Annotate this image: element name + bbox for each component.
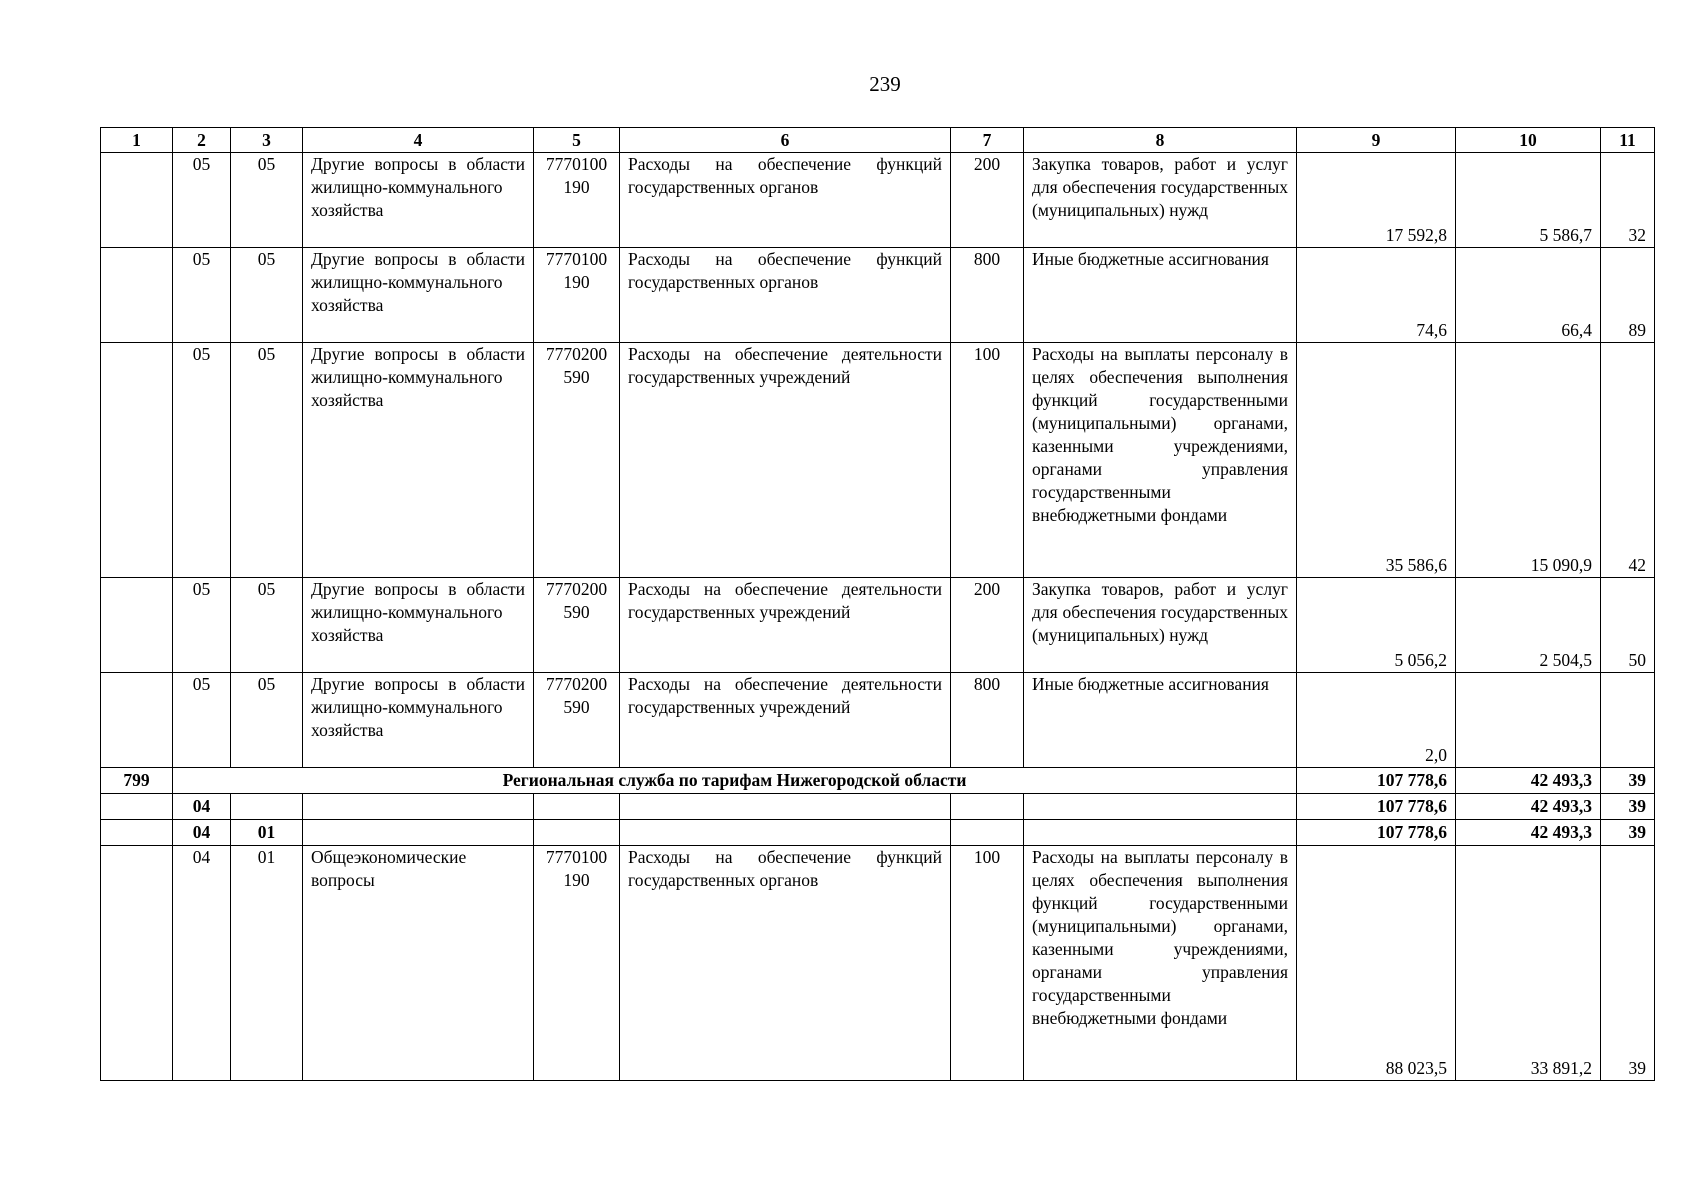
cell-percent [1601, 673, 1655, 768]
cell-percent: 89 [1601, 248, 1655, 343]
cell-target-code: 7770100190 [534, 846, 620, 1081]
cell-target-code: 7770200590 [534, 578, 620, 673]
table-row [101, 846, 1655, 1081]
cell-subsection-name [303, 794, 534, 820]
cell-section: 05 [173, 248, 231, 343]
cell-expense-type-name: Иные бюджетные ассигнования [1024, 673, 1297, 768]
cell-actual: 2 504,5 [1456, 578, 1601, 673]
cell-actual: 42 493,3 [1456, 768, 1601, 794]
cell-percent: 39 [1601, 820, 1655, 846]
cell-subsection [231, 794, 303, 820]
cell-expense-type-name [1024, 820, 1297, 846]
cell-target-name: Расходы на обеспечение деятельности государственных учреждений [620, 343, 951, 578]
cell-target-code: 7770200590 [534, 343, 620, 578]
cell-percent: 42 [1601, 343, 1655, 578]
table-row [101, 153, 1655, 248]
cell-subsection-name: Другие вопросы в области жилищно-коммунального хозяйства [303, 673, 534, 768]
cell-plan: 88 023,5 [1297, 846, 1456, 1081]
cell-plan: 107 778,6 [1297, 794, 1456, 820]
cell-code [101, 248, 173, 343]
cell-section: 04 [173, 794, 231, 820]
cell-target-name: Расходы на обеспечение деятельности государственных учреждений [620, 578, 951, 673]
cell-subsection: 01 [231, 820, 303, 846]
cell-section: 05 [173, 343, 231, 578]
cell-target-code: 7770100190 [534, 153, 620, 248]
cell-subsection: 05 [231, 248, 303, 343]
cell-expense-type-name: Закупка товаров, работ и услуг для обеспечения государственных (муниципальных) нужд [1024, 578, 1297, 673]
column-header: 2 [173, 128, 231, 153]
table-row [101, 343, 1655, 578]
cell-subsection-name: Другие вопросы в области жилищно-коммунального хозяйства [303, 153, 534, 248]
cell-section: 05 [173, 578, 231, 673]
cell-plan: 2,0 [1297, 673, 1456, 768]
cell-plan: 107 778,6 [1297, 820, 1456, 846]
cell-actual: 5 586,7 [1456, 153, 1601, 248]
cell-subsection: 01 [231, 846, 303, 1081]
cell-target-name: Расходы на обеспечение функций государственных органов [620, 153, 951, 248]
cell-plan: 35 586,6 [1297, 343, 1456, 578]
cell-actual: 42 493,3 [1456, 820, 1601, 846]
cell-actual: 33 891,2 [1456, 846, 1601, 1081]
table-row [101, 673, 1655, 768]
cell-actual: 15 090,9 [1456, 343, 1601, 578]
cell-target-name [620, 820, 951, 846]
cell-section: 05 [173, 153, 231, 248]
column-header: 8 [1024, 128, 1297, 153]
column-header: 1 [101, 128, 173, 153]
cell-expense-type-name: Расходы на выплаты персоналу в целях обеспечения выполнения функций государственными (муниципальными) органами, казенными учреждениями, органами управления государственными внебюджетными фондами [1024, 343, 1297, 578]
cell-subsection-name: Другие вопросы в области жилищно-коммунального хозяйства [303, 343, 534, 578]
column-header: 6 [620, 128, 951, 153]
cell-actual: 42 493,3 [1456, 794, 1601, 820]
table-row [101, 578, 1655, 673]
cell-expense-type: 800 [951, 248, 1024, 343]
cell-target-name [620, 794, 951, 820]
cell-expense-type [951, 820, 1024, 846]
cell-expense-type: 100 [951, 846, 1024, 1081]
cell-code [101, 794, 173, 820]
column-header: 5 [534, 128, 620, 153]
cell-code [101, 153, 173, 248]
cell-subsection-name: Другие вопросы в области жилищно-коммунального хозяйства [303, 248, 534, 343]
cell-code [101, 343, 173, 578]
cell-plan: 5 056,2 [1297, 578, 1456, 673]
cell-percent: 39 [1601, 794, 1655, 820]
column-header: 3 [231, 128, 303, 153]
cell-section: 04 [173, 846, 231, 1081]
cell-department-name: Региональная служба по тарифам Нижегородской области [173, 768, 1297, 794]
cell-target-code: 7770200590 [534, 673, 620, 768]
cell-target-code: 7770100190 [534, 248, 620, 343]
cell-expense-type: 800 [951, 673, 1024, 768]
cell-expense-type: 200 [951, 153, 1024, 248]
cell-subsection-name: Другие вопросы в области жилищно-коммунального хозяйства [303, 578, 534, 673]
cell-expense-type-name: Расходы на выплаты персоналу в целях обеспечения выполнения функций государственными (муниципальными) органами, казенными учреждениями, органами управления государственными внебюджетными фондами [1024, 846, 1297, 1081]
cell-percent: 39 [1601, 768, 1655, 794]
column-header: 7 [951, 128, 1024, 153]
page-number: 239 [869, 72, 901, 96]
cell-target-code [534, 820, 620, 846]
cell-subsection: 05 [231, 153, 303, 248]
cell-target-name: Расходы на обеспечение деятельности государственных учреждений [620, 673, 951, 768]
cell-actual [1456, 673, 1601, 768]
cell-actual: 66,4 [1456, 248, 1601, 343]
column-header: 9 [1297, 128, 1456, 153]
cell-expense-type-name: Иные бюджетные ассигнования [1024, 248, 1297, 343]
cell-expense-type-name: Закупка товаров, работ и услуг для обеспечения государственных (муниципальных) нужд [1024, 153, 1297, 248]
cell-plan: 107 778,6 [1297, 768, 1456, 794]
cell-expense-type: 200 [951, 578, 1024, 673]
cell-plan: 74,6 [1297, 248, 1456, 343]
cell-target-name: Расходы на обеспечение функций государственных органов [620, 846, 951, 1081]
cell-expense-type [951, 794, 1024, 820]
cell-section: 04 [173, 820, 231, 846]
cell-expense-type: 100 [951, 343, 1024, 578]
table-header-row [101, 128, 1655, 153]
cell-code [101, 846, 173, 1081]
cell-code [101, 820, 173, 846]
section-total-row [101, 768, 1655, 794]
cell-subsection: 05 [231, 343, 303, 578]
subtotal-row [101, 794, 1655, 820]
cell-subsection: 05 [231, 578, 303, 673]
cell-subsection-name: Общеэкономические вопросы [303, 846, 534, 1081]
cell-subsection: 05 [231, 673, 303, 768]
cell-section: 05 [173, 673, 231, 768]
cell-percent: 50 [1601, 578, 1655, 673]
cell-department-code: 799 [101, 768, 173, 794]
cell-code [101, 673, 173, 768]
cell-target-code [534, 794, 620, 820]
cell-target-name: Расходы на обеспечение функций государственных органов [620, 248, 951, 343]
budget-table [100, 127, 1655, 1081]
cell-percent: 39 [1601, 846, 1655, 1081]
column-header: 4 [303, 128, 534, 153]
cell-code [101, 578, 173, 673]
subtotal-row [101, 820, 1655, 846]
cell-expense-type-name [1024, 794, 1297, 820]
table-row [101, 248, 1655, 343]
cell-plan: 17 592,8 [1297, 153, 1456, 248]
cell-subsection-name [303, 820, 534, 846]
column-header: 11 [1601, 128, 1655, 153]
column-header: 10 [1456, 128, 1601, 153]
cell-percent: 32 [1601, 153, 1655, 248]
